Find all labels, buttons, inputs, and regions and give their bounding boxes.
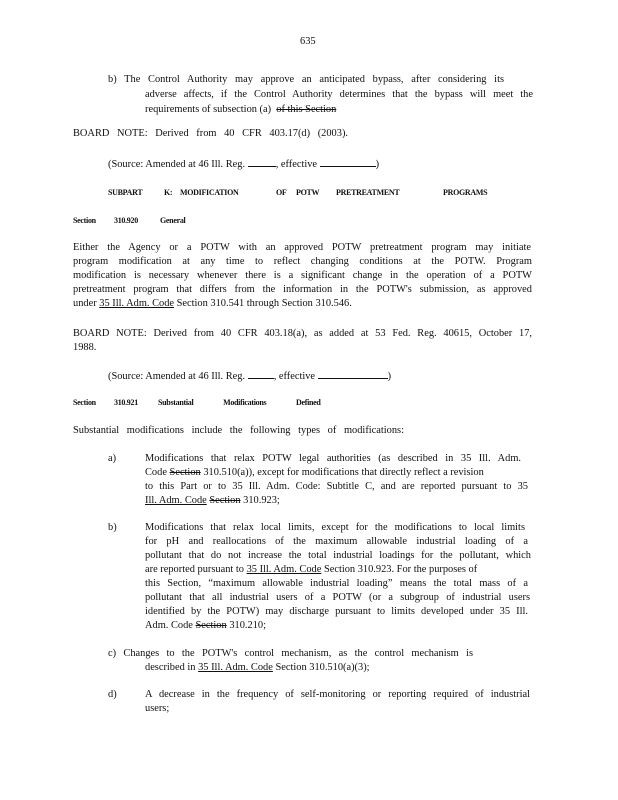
underlined-insert: Ill. Adm. Code xyxy=(145,495,207,506)
item-b2-line8: Adm. Code Section 310.210; xyxy=(145,620,266,631)
item-d-line2: users; xyxy=(145,703,170,714)
item-a-line3: to this Part or to 35 Ill. Adm. Code: Subtitle C, and are reported pursuant to 35 xyxy=(145,481,528,492)
section-920-number: 310.920 xyxy=(114,216,138,225)
section-921-title: Substantial Modifications Defined xyxy=(158,398,321,407)
item-a-marker: a) xyxy=(108,453,117,464)
item-b2-line5: this Section, “maximum allowable industrial loading” means the total mass of a xyxy=(145,578,528,589)
board-note-2-line2: 1988. xyxy=(73,342,97,353)
item-a-line4: Ill. Adm. Code Section 310.923; xyxy=(145,495,280,506)
underlined-insert: 35 Ill. Adm. Code xyxy=(198,662,273,673)
item-b-marker: b) xyxy=(108,522,117,533)
underlined-insert: 35 Ill. Adm. Code xyxy=(99,298,175,309)
source-line-1: (Source: Amended at 46 Ill. Reg. , effective ) xyxy=(108,159,380,170)
item-b2-line3: pollutant that do not increase the total industrial loadings for the pollutant, which xyxy=(145,550,531,561)
subpart-word-potw: POTW xyxy=(296,188,320,197)
section-920-label: Section xyxy=(73,216,96,225)
subpart-word-modification: MODIFICATION xyxy=(180,188,239,197)
item-b-line3: requirements of subsection (a) of this Section xyxy=(145,104,337,115)
item-b2-line2: for pH and reallocations of the maximum allowable industrial loading of a xyxy=(145,536,528,547)
intro-921: Substantial modifications include the following types of modifications: xyxy=(73,425,404,436)
blank-reg-number xyxy=(248,369,274,379)
para-920-line1: Either the Agency or a POTW with an approved POTW pretreatment program may initiate xyxy=(73,242,531,253)
blank-reg-number xyxy=(248,157,276,167)
page-number: 635 xyxy=(300,36,316,47)
item-a-line2: Code Section 310.510(a)), except for modifications that directly reflect a revision xyxy=(145,467,484,478)
blank-effective-date xyxy=(318,369,388,379)
item-d-line1: A decrease in the frequency of self-monitoring or reporting required of industrial xyxy=(145,689,530,700)
blank-effective-date xyxy=(320,157,376,167)
struck-text: Section xyxy=(209,495,241,506)
subpart-word-of: OF xyxy=(276,188,287,197)
subpart-label: SUBPART xyxy=(108,188,143,197)
item-b2-line1: Modifications that relax local limits, except for the modifications to local limits xyxy=(145,522,525,533)
board-note-2-line1: BOARD NOTE: Derived from 40 CFR 403.18(a), as added at 53 Fed. Reg. 40615, October 17, xyxy=(73,328,532,339)
subpart-letter: K: xyxy=(164,188,173,197)
item-b-line1: b) The Control Authority may approve an anticipated bypass, after considering its xyxy=(108,74,504,85)
section-920-title: General xyxy=(160,216,186,225)
underlined-insert: 35 Ill. Adm. Code xyxy=(246,564,322,575)
para-920-line2: program modification at any time to reflect changing conditions at the POTW. Program xyxy=(73,256,532,267)
item-b2-line7: identified by the POTW) may discharge pursuant to limits developed under 35 Ill. xyxy=(145,606,528,617)
source-line-2: (Source: Amended at 46 Ill. Reg. , effective ) xyxy=(108,371,392,382)
para-920-line4: pretreatment program that differs from the information in the POTW's submission, as approved xyxy=(73,284,532,295)
struck-text: of this Section xyxy=(276,104,337,115)
item-b-line2: adverse affects, if the Control Authority determines that the bypass will meet the xyxy=(145,89,533,100)
subpart-word-programs: PROGRAMS xyxy=(443,188,488,197)
struck-text: Section xyxy=(195,620,227,631)
item-b2-line4: are reported pursuant to 35 Ill. Adm. Code Section 310.923. For the purposes of xyxy=(145,564,478,575)
para-920-line5: under 35 Ill. Adm. Code Section 310.541 through Section 310.546. xyxy=(73,298,352,309)
item-b2-line6: pollutant that all industrial users of a POTW (or a subgroup of industrial users xyxy=(145,592,530,603)
section-921-label: Section xyxy=(73,398,96,407)
board-note-1: BOARD NOTE: Derived from 40 CFR 403.17(d) (2003). xyxy=(73,128,348,139)
item-c-line2: described in 35 Ill. Adm. Code Section 310.510(a)(3); xyxy=(145,662,370,673)
item-a-line1: Modifications that relax POTW legal authorities (as described in 35 Ill. Adm. xyxy=(145,453,521,464)
item-c-line1: c) Changes to the POTW's control mechanism, as the control mechanism is xyxy=(108,648,473,659)
item-d-marker: d) xyxy=(108,689,117,700)
section-921-number: 310.921 xyxy=(114,398,138,407)
subpart-word-pretreatment: PRETREATMENT xyxy=(336,188,400,197)
struck-text: Section xyxy=(169,467,201,478)
para-920-line3: modification is necessary whenever there is a significant change in the operation of a POTW xyxy=(73,270,532,281)
